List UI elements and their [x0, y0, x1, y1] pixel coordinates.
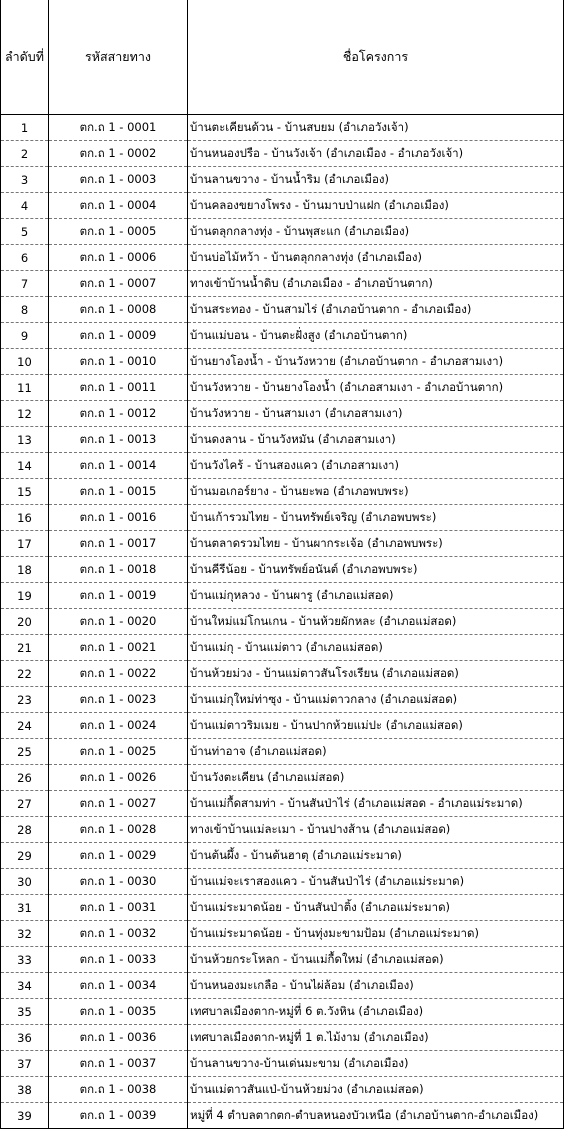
route-code-cell: ตก.ถ 1 - 0034 [49, 973, 188, 999]
table-row [1, 219, 564, 245]
row-index-cell: 15 [1, 479, 49, 505]
project-name-cell: บ้านแม่กุใหม่ท่าซุง - บ้านแม่ตาวกลาง (อำเภอแม่สอด) [188, 687, 564, 713]
route-code-cell: ตก.ถ 1 - 0037 [49, 1051, 188, 1077]
row-index-cell: 3 [1, 167, 49, 193]
table-row [1, 1077, 564, 1103]
project-name-cell: บ้านเก้ารวมไทย - บ้านทรัพย์เจริญ (อำเภอพบพระ) [188, 505, 564, 531]
row-index-cell: 34 [1, 973, 49, 999]
route-code-cell: ตก.ถ 1 - 0012 [49, 401, 188, 427]
project-name-cell: บ้านดงลาน - บ้านวังหมัน (อำเภอสามเงา) [188, 427, 564, 453]
row-index-cell: 4 [1, 193, 49, 219]
table-row [1, 843, 564, 869]
project-name-cell: บ้านใหม่แม่โกนเกน - บ้านห้วยผักหละ (อำเภอแม่สอด) [188, 609, 564, 635]
row-index-cell: 31 [1, 895, 49, 921]
route-code-cell: ตก.ถ 1 - 0008 [49, 297, 188, 323]
table-row [1, 141, 564, 167]
row-index-cell: 20 [1, 609, 49, 635]
row-index-cell: 18 [1, 557, 49, 583]
table-row [1, 1103, 564, 1129]
row-index-cell: 38 [1, 1077, 49, 1103]
project-name-cell: บ้านตลาดรวมไทย - บ้านผากระเจ้อ (อำเภอพบพระ) [188, 531, 564, 557]
project-name-cell: บ้านลานขวาง - บ้านน้ำริม (อำเภอเมือง) [188, 167, 564, 193]
project-name-cell: ทางเข้าบ้านน้ำดิบ (อำเภอเมือง - อำเภอบ้านตาก) [188, 271, 564, 297]
route-code-cell: ตก.ถ 1 - 0003 [49, 167, 188, 193]
row-index-cell: 33 [1, 947, 49, 973]
route-code-cell: ตก.ถ 1 - 0001 [49, 115, 188, 141]
route-code-cell: ตก.ถ 1 - 0004 [49, 193, 188, 219]
header-route-code: รหัสสายทาง [49, 0, 188, 115]
table-row [1, 193, 564, 219]
project-name-cell: เทศบาลเมืองตาก-หมู่ที่ 1 ต.ไม้งาม (อำเภอเมือง) [188, 1025, 564, 1051]
table-header-row [1, 0, 564, 115]
row-index-cell: 22 [1, 661, 49, 687]
table-row [1, 505, 564, 531]
project-name-cell: บ้านแม่ตาวสันแป่-บ้านห้วยม่วง (อำเภอแม่สอด) [188, 1077, 564, 1103]
row-index-cell: 9 [1, 323, 49, 349]
table-row [1, 349, 564, 375]
table-row [1, 947, 564, 973]
project-name-cell: บ้านแม่ตาวริมเมย - บ้านปากห้วยแม่ปะ (อำเภอแม่สอด) [188, 713, 564, 739]
project-name-cell: บ้านห้วยกระโหลก - บ้านแม่กื้ดใหม่ (อำเภอแม่สอด) [188, 947, 564, 973]
header-project-name: ชื่อโครงการ [188, 0, 564, 115]
table-row [1, 115, 564, 141]
project-name-cell: บ้านแม่กื้ดสามท่า - บ้านสันป่าไร่ (อำเภอแม่สอด - อำเภอแม่ระมาด) [188, 791, 564, 817]
row-index-cell: 29 [1, 843, 49, 869]
project-name-cell: บ้านวังตะเคียน (อำเภอแม่สอด) [188, 765, 564, 791]
route-code-cell: ตก.ถ 1 - 0029 [49, 843, 188, 869]
route-code-cell: ตก.ถ 1 - 0002 [49, 141, 188, 167]
route-code-cell: ตก.ถ 1 - 0020 [49, 609, 188, 635]
project-name-cell: เทศบาลเมืองตาก-หมู่ที่ 6 ต.วังหิน (อำเภอเมือง) [188, 999, 564, 1025]
project-name-cell: บ้านตะเคียนด้วน - บ้านสบยม (อำเภอวังเจ้า) [188, 115, 564, 141]
table-row [1, 401, 564, 427]
route-code-cell: ตก.ถ 1 - 0035 [49, 999, 188, 1025]
row-index-cell: 24 [1, 713, 49, 739]
header-index: ลำดับที่ [1, 0, 49, 115]
project-name-cell: บ้านแม่จะเราสองแคว - บ้านสันป่าไร่ (อำเภอแม่ระมาด) [188, 869, 564, 895]
row-index-cell: 7 [1, 271, 49, 297]
row-index-cell: 10 [1, 349, 49, 375]
route-code-cell: ตก.ถ 1 - 0019 [49, 583, 188, 609]
table-row [1, 557, 564, 583]
row-index-cell: 39 [1, 1103, 49, 1129]
row-index-cell: 19 [1, 583, 49, 609]
project-name-cell: บ้านวังหวาย - บ้านยางโองน้ำ (อำเภอสามเงา - อำเภอบ้านตาก) [188, 375, 564, 401]
table-body [1, 115, 564, 1129]
project-name-cell: บ้านคีรีน้อย - บ้านทรัพย์อนันต์ (อำเภอพบพระ) [188, 557, 564, 583]
table-row [1, 453, 564, 479]
table-row [1, 791, 564, 817]
route-code-cell: ตก.ถ 1 - 0025 [49, 739, 188, 765]
table-row [1, 531, 564, 557]
route-code-cell: ตก.ถ 1 - 0013 [49, 427, 188, 453]
route-code-cell: ตก.ถ 1 - 0018 [49, 557, 188, 583]
route-code-cell: ตก.ถ 1 - 0006 [49, 245, 188, 271]
row-index-cell: 32 [1, 921, 49, 947]
table-row [1, 973, 564, 999]
project-name-cell: บ้านสระทอง - บ้านสามไร่ (อำเภอบ้านตาก - อำเภอเมือง) [188, 297, 564, 323]
row-index-cell: 23 [1, 687, 49, 713]
row-index-cell: 37 [1, 1051, 49, 1077]
project-name-cell: บ้านวังไคร้ - บ้านสองแคว (อำเภอสามเงา) [188, 453, 564, 479]
project-name-cell: บ้านมอเกอร์ยาง - บ้านยะพอ (อำเภอพบพระ) [188, 479, 564, 505]
table-row [1, 427, 564, 453]
route-code-cell: ตก.ถ 1 - 0007 [49, 271, 188, 297]
route-code-cell: ตก.ถ 1 - 0005 [49, 219, 188, 245]
route-code-cell: ตก.ถ 1 - 0021 [49, 635, 188, 661]
row-index-cell: 2 [1, 141, 49, 167]
table-row [1, 1025, 564, 1051]
route-code-cell: ตก.ถ 1 - 0023 [49, 687, 188, 713]
table-row [1, 1051, 564, 1077]
table-row [1, 635, 564, 661]
row-index-cell: 26 [1, 765, 49, 791]
project-name-cell: บ้านต้นผึ้ง - บ้านต้นฮาตุ (อำเภอแม่ระมาด) [188, 843, 564, 869]
project-name-cell: บ้านคลองขยางโพรง - บ้านมาบป่าแฝก (อำเภอเมือง) [188, 193, 564, 219]
project-name-cell: บ้านแม่ระมาดน้อย - บ้านสันป่าติ้ง (อำเภอแม่ระมาด) [188, 895, 564, 921]
row-index-cell: 21 [1, 635, 49, 661]
row-index-cell: 14 [1, 453, 49, 479]
project-name-cell: บ้านแม่กุ - บ้านแม่ตาว (อำเภอแม่สอด) [188, 635, 564, 661]
table-row [1, 323, 564, 349]
table-row [1, 583, 564, 609]
table-row [1, 895, 564, 921]
row-index-cell: 35 [1, 999, 49, 1025]
row-index-cell: 17 [1, 531, 49, 557]
project-name-cell: บ้านแม่ระมาดน้อย - บ้านทุ่งมะขามป้อม (อำเภอแม่ระมาด) [188, 921, 564, 947]
project-name-cell: บ้านลานขวาง-บ้านเด่นมะขาม (อำเภอเมือง) [188, 1051, 564, 1077]
table-row [1, 869, 564, 895]
row-index-cell: 28 [1, 817, 49, 843]
table-row [1, 713, 564, 739]
table-row [1, 271, 564, 297]
route-code-cell: ตก.ถ 1 - 0032 [49, 921, 188, 947]
table-row [1, 999, 564, 1025]
project-name-cell: ทางเข้าบ้านแม่ละเมา - บ้านปางส้าน (อำเภอแม่สอด) [188, 817, 564, 843]
row-index-cell: 36 [1, 1025, 49, 1051]
row-index-cell: 13 [1, 427, 49, 453]
row-index-cell: 16 [1, 505, 49, 531]
row-index-cell: 6 [1, 245, 49, 271]
row-index-cell: 12 [1, 401, 49, 427]
route-code-cell: ตก.ถ 1 - 0026 [49, 765, 188, 791]
route-code-cell: ตก.ถ 1 - 0011 [49, 375, 188, 401]
project-name-cell: บ้านหนองปรือ - บ้านวังเจ้า (อำเภอเมือง - อำเภอวังเจ้า) [188, 141, 564, 167]
route-code-cell: ตก.ถ 1 - 0022 [49, 661, 188, 687]
route-code-cell: ตก.ถ 1 - 0024 [49, 713, 188, 739]
route-code-cell: ตก.ถ 1 - 0010 [49, 349, 188, 375]
table-row [1, 167, 564, 193]
project-name-cell: บ้านแม่บอน - บ้านตะฝั่งสูง (อำเภอบ้านตาก) [188, 323, 564, 349]
row-index-cell: 27 [1, 791, 49, 817]
route-code-cell: ตก.ถ 1 - 0030 [49, 869, 188, 895]
project-name-cell: บ้านบ่อไม้หว้า - บ้านตลุกกลางทุ่ง (อำเภอเมือง) [188, 245, 564, 271]
route-code-cell: ตก.ถ 1 - 0027 [49, 791, 188, 817]
table-row [1, 375, 564, 401]
row-index-cell: 25 [1, 739, 49, 765]
table-row [1, 817, 564, 843]
route-code-cell: ตก.ถ 1 - 0016 [49, 505, 188, 531]
row-index-cell: 1 [1, 115, 49, 141]
table-row [1, 479, 564, 505]
row-index-cell: 8 [1, 297, 49, 323]
row-index-cell: 30 [1, 869, 49, 895]
row-index-cell: 5 [1, 219, 49, 245]
table-row [1, 661, 564, 687]
route-code-cell: ตก.ถ 1 - 0036 [49, 1025, 188, 1051]
project-name-cell: บ้านหนองมะเกลือ - บ้านไผ่ล้อม (อำเภอเมือง) [188, 973, 564, 999]
project-name-cell: บ้านห้วยม่วง - บ้านแม่ตาวสันโรงเรียน (อำเภอแม่สอด) [188, 661, 564, 687]
table-row [1, 739, 564, 765]
table-row [1, 297, 564, 323]
route-code-cell: ตก.ถ 1 - 0028 [49, 817, 188, 843]
route-code-cell: ตก.ถ 1 - 0039 [49, 1103, 188, 1129]
table-row [1, 921, 564, 947]
table-row [1, 687, 564, 713]
route-code-cell: ตก.ถ 1 - 0033 [49, 947, 188, 973]
route-code-cell: ตก.ถ 1 - 0038 [49, 1077, 188, 1103]
route-code-cell: ตก.ถ 1 - 0014 [49, 453, 188, 479]
project-name-cell: บ้านยางโองน้ำ - บ้านวังหวาย (อำเภอบ้านตาก - อำเภอสามเงา) [188, 349, 564, 375]
route-code-cell: ตก.ถ 1 - 0009 [49, 323, 188, 349]
row-index-cell: 11 [1, 375, 49, 401]
table-row [1, 765, 564, 791]
project-name-cell: หมู่ที่ 4 ตำบลตากตก-ตำบลหนองบัวเหนือ (อำเภอบ้านตาก-อำเภอเมือง) [188, 1103, 564, 1129]
route-code-cell: ตก.ถ 1 - 0017 [49, 531, 188, 557]
project-name-cell: บ้านท่าอาจ (อำเภอแม่สอด) [188, 739, 564, 765]
table-row [1, 245, 564, 271]
project-name-cell: บ้านแม่กุหลวง - บ้านผารู (อำเภอแม่สอด) [188, 583, 564, 609]
route-code-cell: ตก.ถ 1 - 0015 [49, 479, 188, 505]
project-name-cell: บ้านวังหวาย - บ้านสามเงา (อำเภอสามเงา) [188, 401, 564, 427]
route-code-cell: ตก.ถ 1 - 0031 [49, 895, 188, 921]
table-row [1, 609, 564, 635]
project-name-cell: บ้านตลุกกลางทุ่ง - บ้านพุสะแก (อำเภอเมือง) [188, 219, 564, 245]
